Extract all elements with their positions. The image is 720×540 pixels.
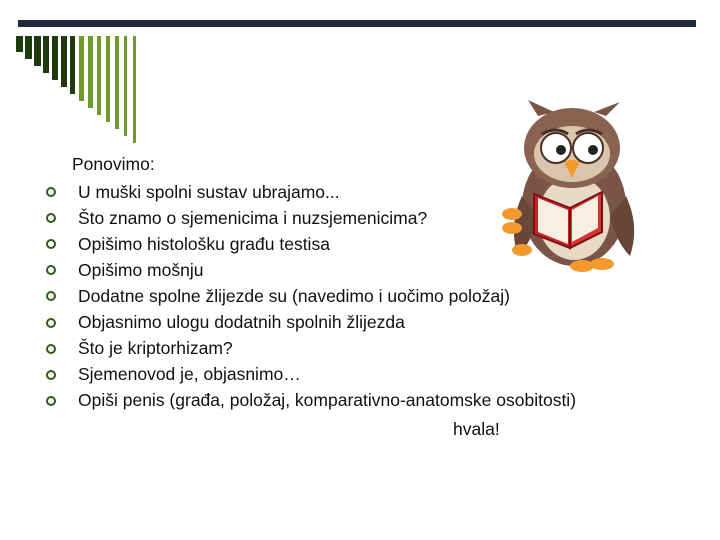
- hollow-circle-bullet-icon: [46, 239, 56, 249]
- hollow-circle-bullet-icon: [46, 213, 56, 223]
- decorative-stripes: [16, 36, 146, 146]
- list-item-text: Dodatne spolne žlijezde su (navedimo i uočimo položaj): [78, 285, 510, 306]
- hollow-circle-bullet-icon: [46, 187, 56, 197]
- hollow-circle-bullet-icon: [46, 318, 56, 328]
- stripe: [25, 36, 32, 59]
- owl-reading-book-icon: [498, 96, 646, 276]
- list-item: [46, 179, 576, 205]
- stripe: [88, 36, 93, 108]
- stripe: [79, 36, 84, 101]
- closing-text: hvala!: [453, 419, 500, 439]
- list-item-text: Opiši penis (građa, položaj, komparativno-anatomske osobitosti): [78, 390, 577, 411]
- list-item: [46, 231, 576, 257]
- hollow-circle-bullet-icon: [46, 370, 56, 380]
- stripe: [124, 36, 127, 136]
- stripe: [106, 36, 110, 122]
- hollow-circle-bullet-icon: [46, 291, 56, 301]
- list-item: [46, 336, 576, 362]
- stripe: [115, 36, 119, 129]
- hollow-circle-bullet-icon: [46, 396, 56, 406]
- stripe: [43, 36, 49, 73]
- stripe: [34, 36, 41, 66]
- stripe: [52, 36, 58, 80]
- slide-heading: Ponovimo:: [72, 154, 155, 174]
- list-item: [46, 388, 576, 414]
- stripe: [61, 36, 67, 87]
- list-item: [46, 309, 576, 335]
- list-item-text: U muški spolni sustav ubrajamo...: [78, 181, 340, 202]
- list-item-text: Objasnimo ulogu dodatnih spolnih žlijezda: [78, 312, 405, 333]
- list-item-text: Sjemenovod je, objasnimo…: [78, 364, 301, 385]
- stripe: [70, 36, 75, 94]
- stripe: [16, 36, 23, 52]
- top-rule: [18, 20, 696, 27]
- list-item-text: Opišimo mošnju: [78, 259, 204, 280]
- stripe: [133, 36, 136, 143]
- list-item-text: Što znamo o sjemenicima i nuzsjemenicima?: [78, 207, 428, 228]
- list-item: [46, 362, 576, 388]
- hollow-circle-bullet-icon: [46, 265, 56, 275]
- stripe: [97, 36, 101, 115]
- list-item: [46, 205, 576, 231]
- hollow-circle-bullet-icon: [46, 344, 56, 354]
- bullet-list: [46, 179, 576, 414]
- list-item-text: Što je kriptorhizam?: [78, 338, 233, 359]
- list-item: [46, 257, 576, 283]
- list-item: [46, 283, 576, 309]
- list-item-text: Opišimo histološku građu testisa: [78, 233, 330, 254]
